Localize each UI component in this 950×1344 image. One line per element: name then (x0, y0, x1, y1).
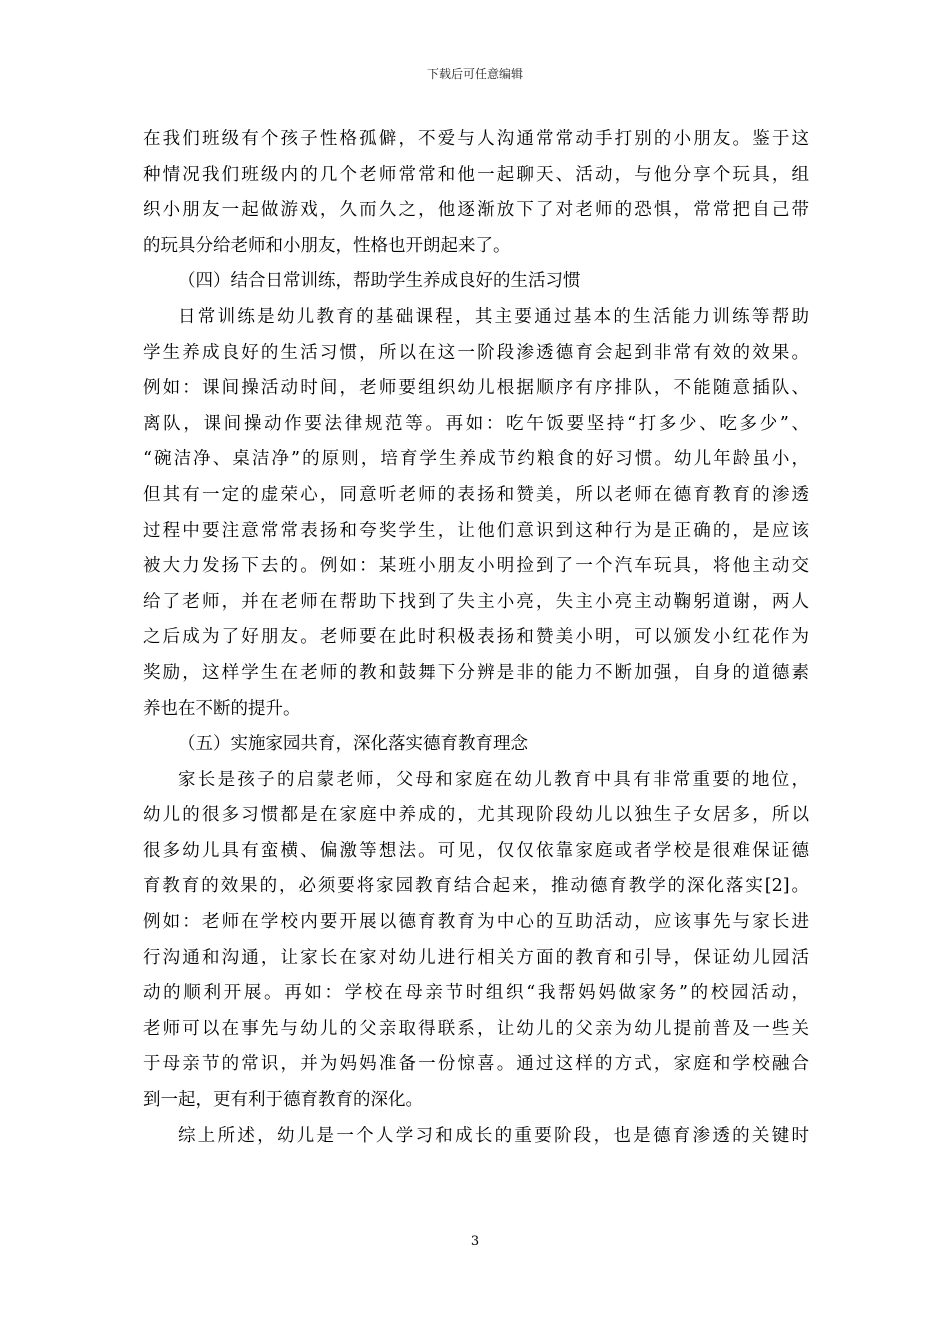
text-line: 日常训练是幼儿教育的基础课程，其主要通过基本的生活能力训练等帮助 (178, 306, 809, 327)
text-line: 被大力发扬下去的。例如：某班小朋友小明捡到了一个汽车玩具，将他主动交 (143, 556, 809, 577)
text-line: 行沟通和沟通，让家长在家对幼儿进行相关方面的教育和引导，保证幼儿园活 (143, 947, 809, 968)
text-line: 织小朋友一起做游戏，久而久之，他逐渐放下了对老师的恐惧，常常把自己带 (143, 200, 809, 221)
text-line: 过程中要注意常常表扬和夸奖学生，让他们意识到这种行为是正确的，是应该 (143, 520, 809, 541)
text-line: 于母亲节的常识，并为妈妈准备一份惊喜。通过这样的方式，家庭和学校融合 (143, 1054, 809, 1075)
text-line: 综上所述，幼儿是一个人学习和成长的重要阶段，也是德育渗透的关键时 (178, 1125, 809, 1146)
text-line: 老师可以在事先与幼儿的父亲取得联系，让幼儿的父亲为幼儿提前普及一些关 (143, 1018, 809, 1039)
text-line: 例如：老师在学校内要开展以德育教育为中心的互助活动，应该事先与家长进 (143, 912, 809, 933)
text-line: 种情况我们班级内的几个老师常常和他一起聊天、活动，与他分享个玩具，组 (143, 164, 809, 185)
text-line: 例如：课间操活动时间，老师要组织幼儿根据顺序有序排队，不能随意插队、 (143, 378, 809, 399)
text-line: 离队，课间操动作要法律规范等。再如：吃午饭要坚持“打多少、吃多少”、 (143, 413, 809, 434)
text-line: 养也在不断的提升。 (143, 698, 301, 719)
text-line: 育教育的效果的，必须要将家园教育结合起来，推动德育教学的深化落实[2]。 (143, 876, 809, 897)
text-line: 家长是孩子的启蒙老师，父母和家庭在幼儿教育中具有非常重要的地位， (178, 769, 809, 790)
text-line: 到一起，更有利于德育教育的深化。 (143, 1090, 423, 1111)
text-line: 给了老师，并在老师在帮助下找到了失主小亮，失主小亮主动鞠躬道谢，两人 (143, 591, 809, 612)
section-heading: （四）结合日常训练，帮助学生养成良好的生活习惯 (178, 271, 581, 292)
text-line: 的玩具分给老师和小朋友，性格也开朗起来了。 (143, 235, 511, 256)
text-line: 之后成为了好朋友。老师要在此时积极表扬和赞美小明，可以颁发小红花作为 (143, 627, 809, 648)
document-body (143, 122, 809, 1154)
text-line: 奖励，这样学生在老师的教和鼓舞下分辨是非的能力不断加强，自身的道德素 (143, 662, 809, 683)
text-line: 但其有一定的虚荣心，同意听老师的表扬和赞美，所以老师在德育教育的渗透 (143, 484, 809, 505)
page-number: 3 (470, 1234, 480, 1249)
page-header: 下载后可任意编辑 (426, 67, 523, 81)
section-heading: （五）实施家园共育，深化落实德育教育理念 (178, 734, 528, 755)
text-line: 幼儿的很多习惯都是在家庭中养成的，尤其现阶段幼儿以独生子女居多，所以 (143, 805, 809, 826)
text-line: 动的顺利开展。再如：学校在母亲节时组织“我帮妈妈做家务”的校园活动， (143, 983, 809, 1004)
text-line: “碗洁净、桌洁净”的原则，培育学生养成节约粮食的好习惯。幼儿年龄虽小， (143, 449, 809, 470)
text-line: 学生养成良好的生活习惯，所以在这一阶段渗透德育会起到非常有效的效果。 (143, 342, 809, 363)
text-line: 很多幼儿具有蛮横、偏激等想法。可见，仅仅依靠家庭或者学校是很难保证德 (143, 840, 809, 861)
text-line: 在我们班级有个孩子性格孤僻，不爱与人沟通常常动手打别的小朋友。鉴于这 (143, 129, 809, 149)
